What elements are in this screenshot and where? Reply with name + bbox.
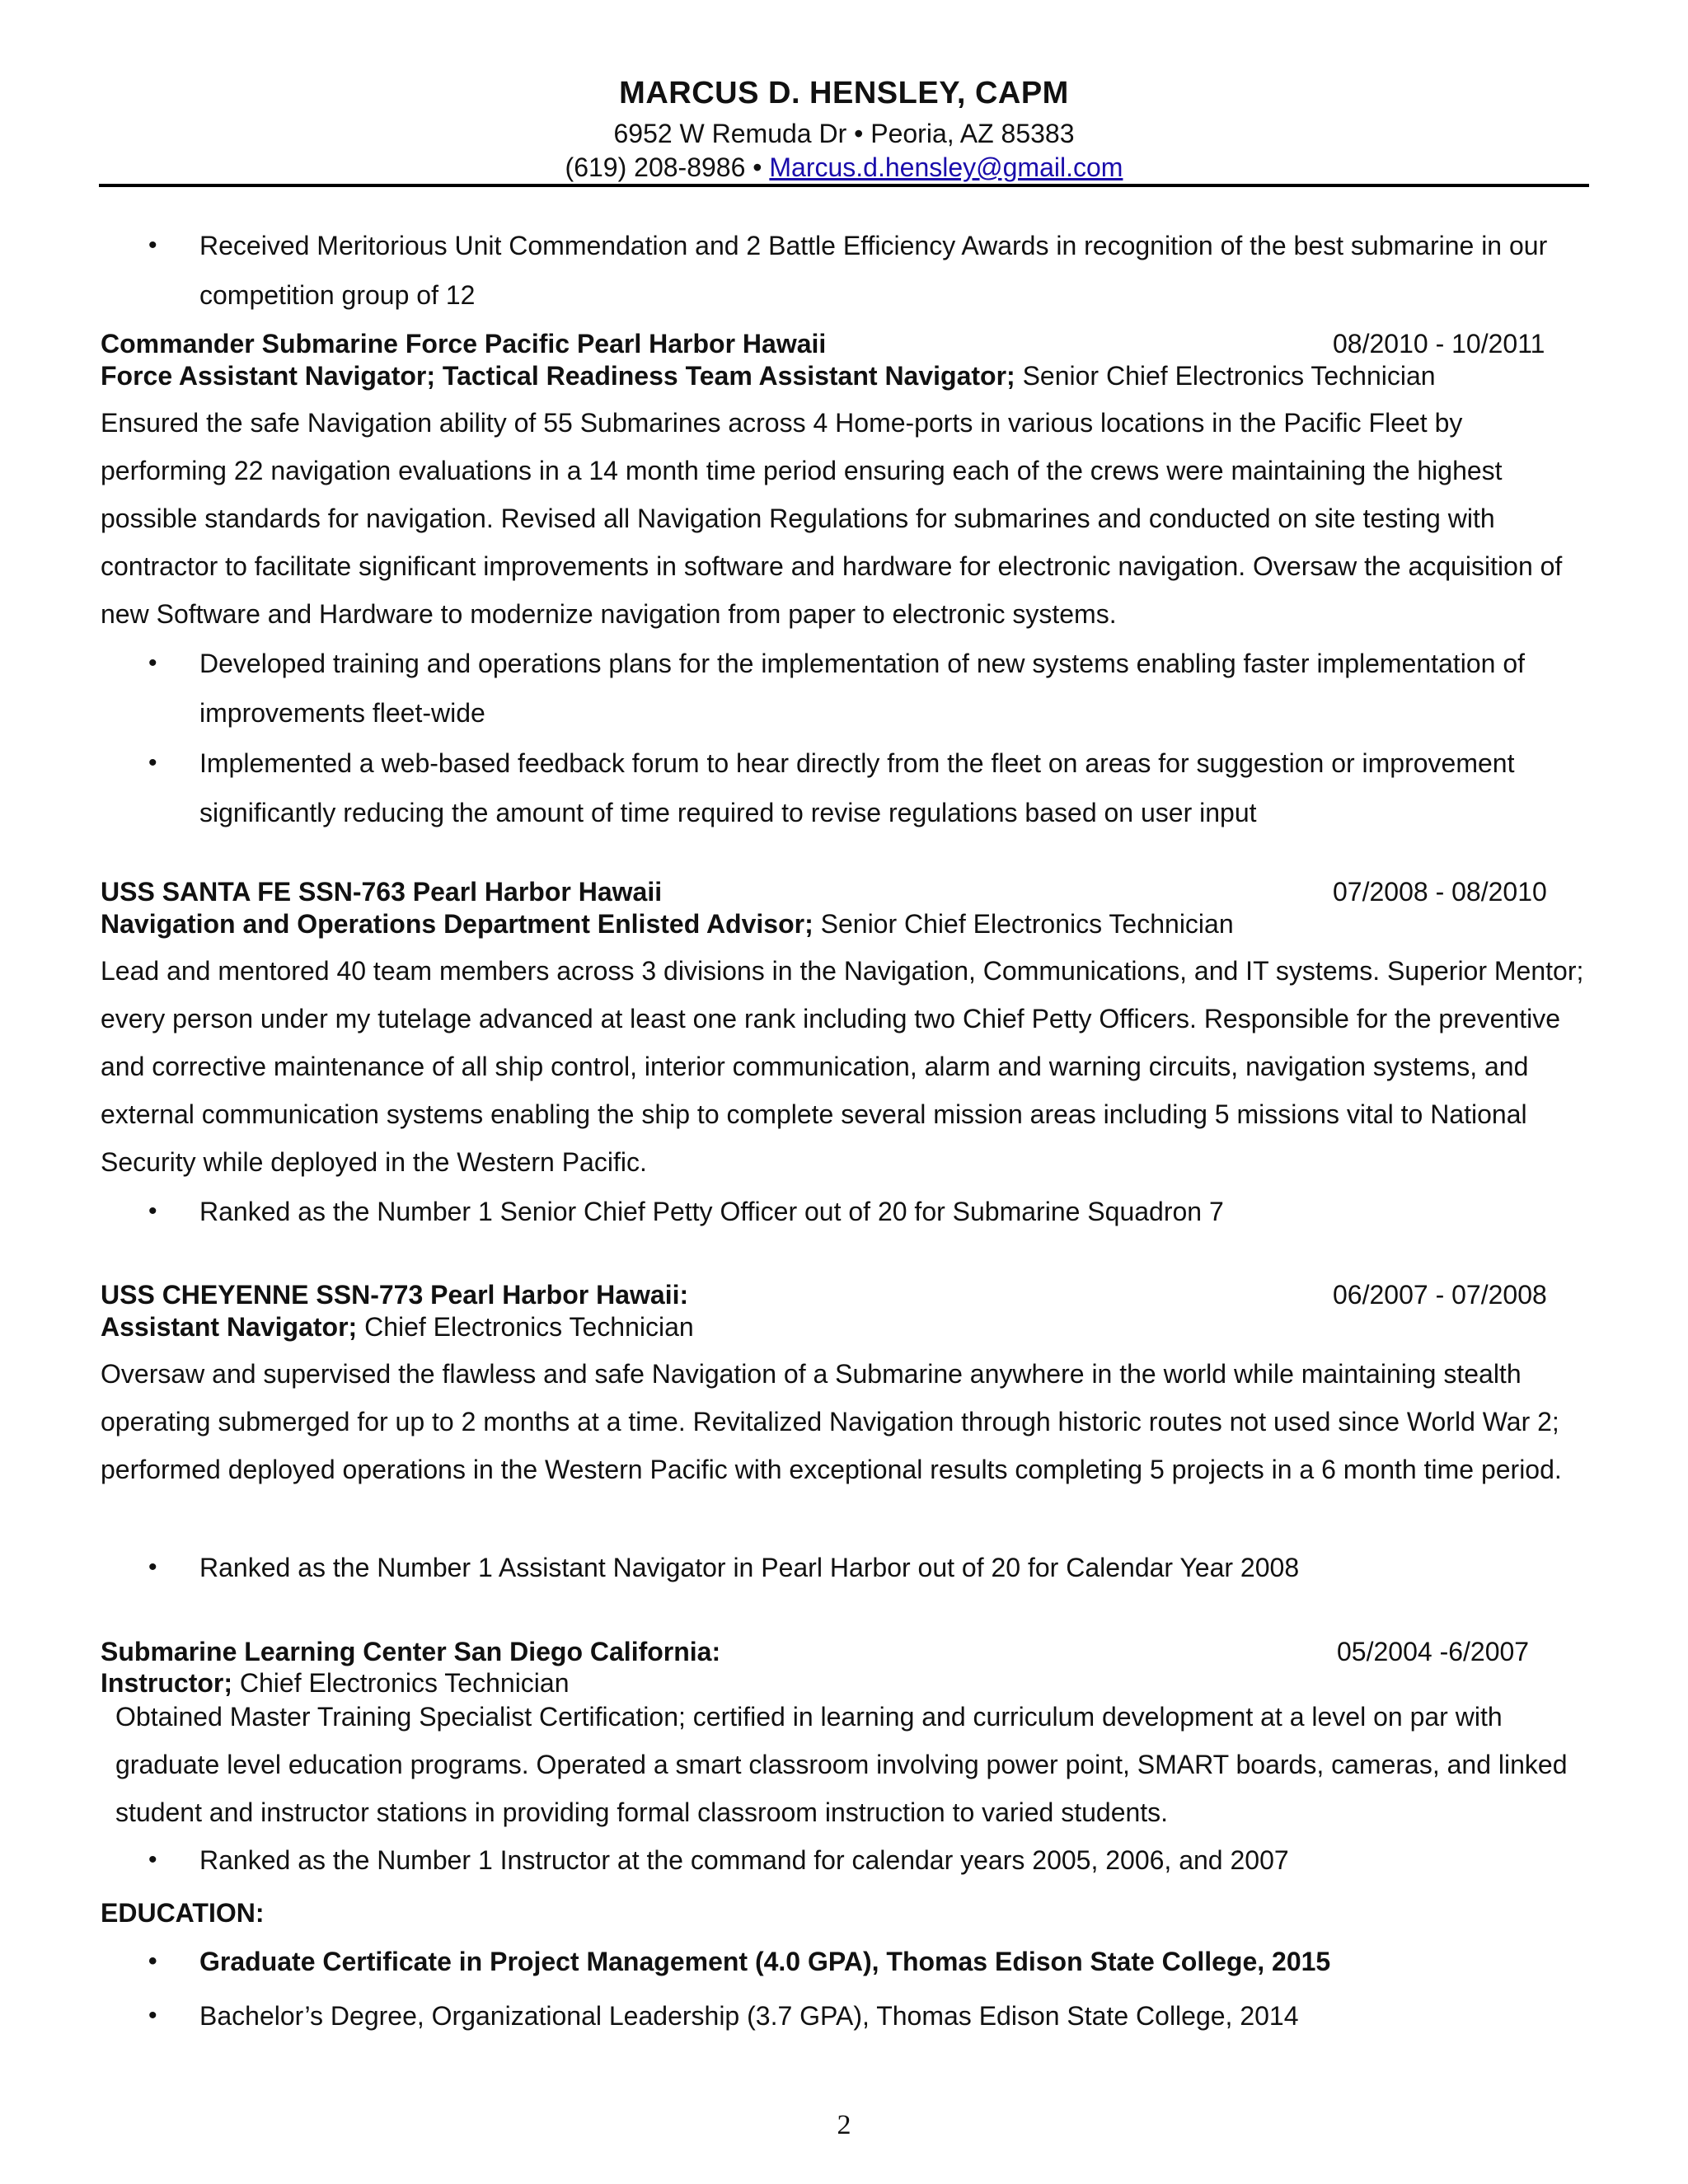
- bullet-glyph: •: [148, 232, 157, 259]
- job-2-title-line: [101, 907, 1568, 940]
- education-heading: EDUCATION:: [101, 1898, 265, 1928]
- job-1-title: Force Assistant Navigator; Tactical Readiness Team Assistant Navigator;: [101, 361, 1015, 391]
- email-link[interactable]: Marcus.d.hensley@gmail.com: [769, 152, 1123, 182]
- job-1-dates: 08/2010 - 10/2011: [1333, 329, 1545, 359]
- job-3-title-line: [101, 1310, 1568, 1343]
- job-2-rank: Senior Chief Electronics Technician: [813, 909, 1234, 939]
- candidate-name: MARCUS D. HENSLEY, CAPM: [619, 76, 1069, 110]
- header-divider: [99, 184, 1589, 187]
- contact-line: [0, 152, 1688, 183]
- job-2-title: Navigation and Operations Department Enlisted Advisor;: [101, 909, 814, 939]
- job-1-description: Ensured the safe Navigation ability of 55 Submarines across 4 Home-ports in various locations in the Pacific Fleet by performing 22 navigation evaluations in a 14 month time period ensuring each of the crews were maintaining the highest possible standards for navigation. Revised all Navigation Regulations for submarines and conducted on site testing with contractor to facilitate significant improvements in software and hardware for electronic navigation. Oversaw the acquisition of new Software and Hardware to modernize navigation from paper to electronic systems.: [101, 408, 1563, 629]
- job-4-title: Instructor;: [101, 1668, 232, 1698]
- job-4-org: Submarine Learning Center San Diego California:: [101, 1637, 721, 1666]
- job-1-title-line: [101, 359, 1568, 392]
- job-4-bullet: • Ranked as the Number 1 Instructor at the command for calendar years 2005, 2006, and 2007: [148, 1845, 1289, 1875]
- phone: (619) 208-8986 •: [565, 152, 770, 182]
- education-item: • Graduate Certificate in Project Management (4.0 GPA), Thomas Edison State College, 2015: [148, 1947, 1331, 1976]
- job-4-rank: Chief Electronics Technician: [232, 1668, 570, 1698]
- job-2-bullet: • Ranked as the Number 1 Senior Chief Petty Officer out of 20 for Submarine Squadron 7: [148, 1197, 1224, 1226]
- job-3-description: Oversaw and supervised the flawless and safe Navigation of a Submarine anywhere in the world while maintaining stealth operating submerged for up to 2 months at a time. Revitalized Navigation through historic routes not used since World War 2; performed deployed operations in the Western Pacific with exceptional results completing 5 projects in a 6 month time period.: [101, 1359, 1562, 1484]
- address-line: 6952 W Remuda Dr • Peoria, AZ 85383: [613, 119, 1075, 148]
- award-bullet: • Received Meritorious Unit Commendation and 2 Battle Efficiency Awards in recognition of the best submarine in our competition group of 12: [148, 221, 1599, 320]
- job-4-description: Obtained Master Training Specialist Certification; certified in learning and curriculum development at a level on par with graduate level education programs. Operated a smart classroom involving power point, SMART boards, cameras, and linked student and instructor stations in providing formal classroom instruction to varied students.: [115, 1702, 1568, 1827]
- job-4-dates: 05/2004 -6/2007: [1337, 1637, 1530, 1666]
- job-3-title: Assistant Navigator;: [101, 1312, 358, 1342]
- job-3-dates: 06/2007 - 07/2008: [1333, 1280, 1547, 1310]
- job-1-bullet: • Developed training and operations plans for the implementation of new systems enabling faster implementation of improvements fleet-wide: [148, 649, 1526, 728]
- job-2-description: Lead and mentored 40 team members across 3 divisions in the Navigation, Communications, and IT systems. Superior Mentor; every person under my tutelage advanced at least one rank including two Chief Petty Officers. Responsible for the preventive and corrective maintenance of all ship control, interior communication, alarm and warning circuits, navigation systems, and external communication systems enabling the ship to complete several mission areas including 5 missions vital to National Security while deployed in the Western Pacific.: [101, 956, 1584, 1177]
- job-1-rank: Senior Chief Electronics Technician: [1015, 361, 1436, 391]
- page-number: 2: [837, 2110, 851, 2140]
- job-3-bullet: • Ranked as the Number 1 Assistant Navigator in Pearl Harbor out of 20 for Calendar Year 2008: [148, 1553, 1300, 1582]
- job-1-bullet: • Implemented a web-based feedback forum to hear directly from the fleet on areas for suggestion or improvement significantly reducing the amount of time required to revise regulations based on user input: [148, 748, 1515, 827]
- job-3-org: USS CHEYENNE SSN-773 Pearl Harbor Hawaii:: [101, 1280, 689, 1310]
- job-2-dates: 07/2008 - 08/2010: [1333, 877, 1547, 907]
- education-item: • Bachelor’s Degree, Organizational Leadership (3.7 GPA), Thomas Edison State College, 2014: [148, 2001, 1299, 2031]
- job-2-org: USS SANTA FE SSN-763 Pearl Harbor Hawaii: [101, 877, 663, 907]
- job-1-org: Commander Submarine Force Pacific Pearl Harbor Hawaii: [101, 329, 827, 359]
- job-3-rank: Chief Electronics Technician: [357, 1312, 694, 1342]
